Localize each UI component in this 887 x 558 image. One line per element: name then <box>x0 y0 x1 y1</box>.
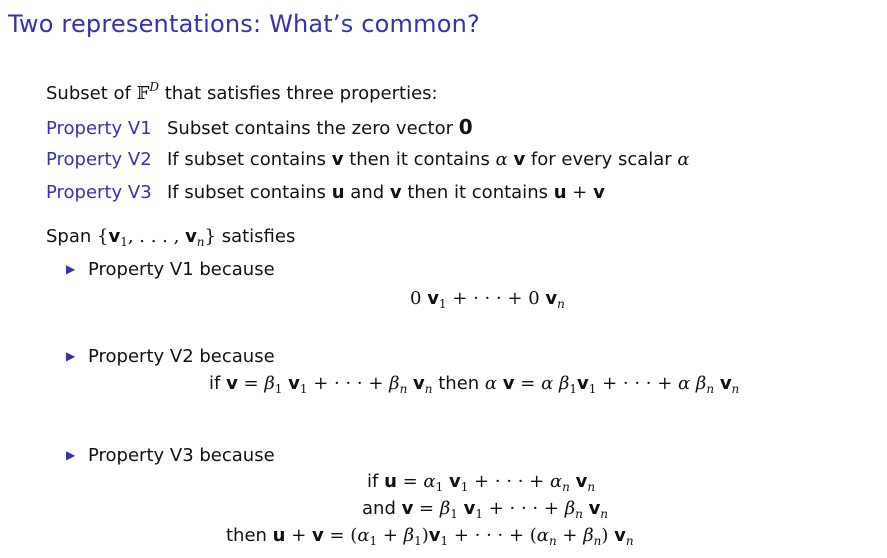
triangle-bullet-icon: ▶ <box>66 448 76 462</box>
zero-vector-symbol: 0 <box>458 115 473 139</box>
field-symbol: 𝔽 <box>136 83 150 104</box>
bullet-v3 <box>66 444 275 469</box>
property-v2-text-b: then it contains <box>343 149 496 170</box>
property-v3-text-a: If subset contains <box>167 182 332 203</box>
property-v2-line <box>46 148 690 172</box>
word-then: then <box>226 525 273 546</box>
math-u: u <box>331 182 345 203</box>
property-v1-label: Property V1 <box>46 118 152 139</box>
property-v3-label: Property V3 <box>46 182 152 203</box>
equation-v2: if $v = \beta_1$ $v_1$ + · · · + $\beta_n$ $v_n$ then α v = α $\beta_1v_1$ + · · · + α $\beta_n$ $v_n$ <box>209 373 740 396</box>
math-v: v <box>513 149 526 170</box>
span-set: {$v_1$, . . . , $v_n$} <box>97 226 216 249</box>
bullet-v2 <box>66 345 275 370</box>
property-v2-text-c: for every scalar <box>525 149 678 170</box>
bullet-v2-text: Property V2 because <box>88 346 275 367</box>
property-v3-text-b: and <box>344 182 390 203</box>
field-dimension: D <box>149 80 159 94</box>
math-u-plus-v: u + v <box>553 182 605 203</box>
property-v2-text-a: If subset contains <box>167 149 332 170</box>
math-alpha: α <box>495 149 508 170</box>
equation-v1: 0 $v_1$ + · · · + 0 $v_n$ <box>410 288 565 311</box>
math-v: v <box>331 149 344 170</box>
property-v1-line <box>46 115 473 141</box>
equation-v3-then: then $u + v = (\alpha_1 + \beta_1)v_1$ + · · · + $(\alpha_n + \beta_n)$ $v_n$ <box>226 525 634 548</box>
bullet-v1 <box>66 258 275 283</box>
slide-title: Two representations: What’s common? <box>8 10 480 38</box>
property-v2-label: Property V2 <box>46 149 152 170</box>
word-if: if <box>209 373 227 394</box>
math-alpha: α <box>677 149 690 170</box>
triangle-bullet-icon: ▶ <box>66 349 76 363</box>
span-prefix: Span <box>46 226 98 247</box>
bullet-v1-text: Property V1 because <box>88 259 275 280</box>
word-then: then <box>432 373 485 394</box>
math-v: v <box>389 182 402 203</box>
bullet-v3-text: Property V3 because <box>88 445 275 466</box>
equation-v3-if: if $u = \alpha_1$ $v_1$ + · · · + $\alpha_n$ $v_n$ <box>367 471 596 494</box>
triangle-bullet-icon: ▶ <box>66 262 76 276</box>
word-if: if <box>367 471 385 492</box>
intro-line <box>46 82 438 107</box>
span-line <box>46 225 295 250</box>
word-and: and <box>362 498 402 519</box>
property-v3-line <box>46 181 605 205</box>
intro-prefix: Subset of <box>46 83 137 104</box>
property-v3-text-c: then it contains <box>401 182 554 203</box>
equation-v3-and: and $v = \beta_1$ $v_1$ + · · · + $\beta_n$ $v_n$ <box>362 498 609 521</box>
intro-suffix: that satisfies three properties: <box>158 83 438 104</box>
span-suffix: satisfies <box>215 226 296 247</box>
property-v1-text: Subset contains the zero vector <box>167 118 459 139</box>
